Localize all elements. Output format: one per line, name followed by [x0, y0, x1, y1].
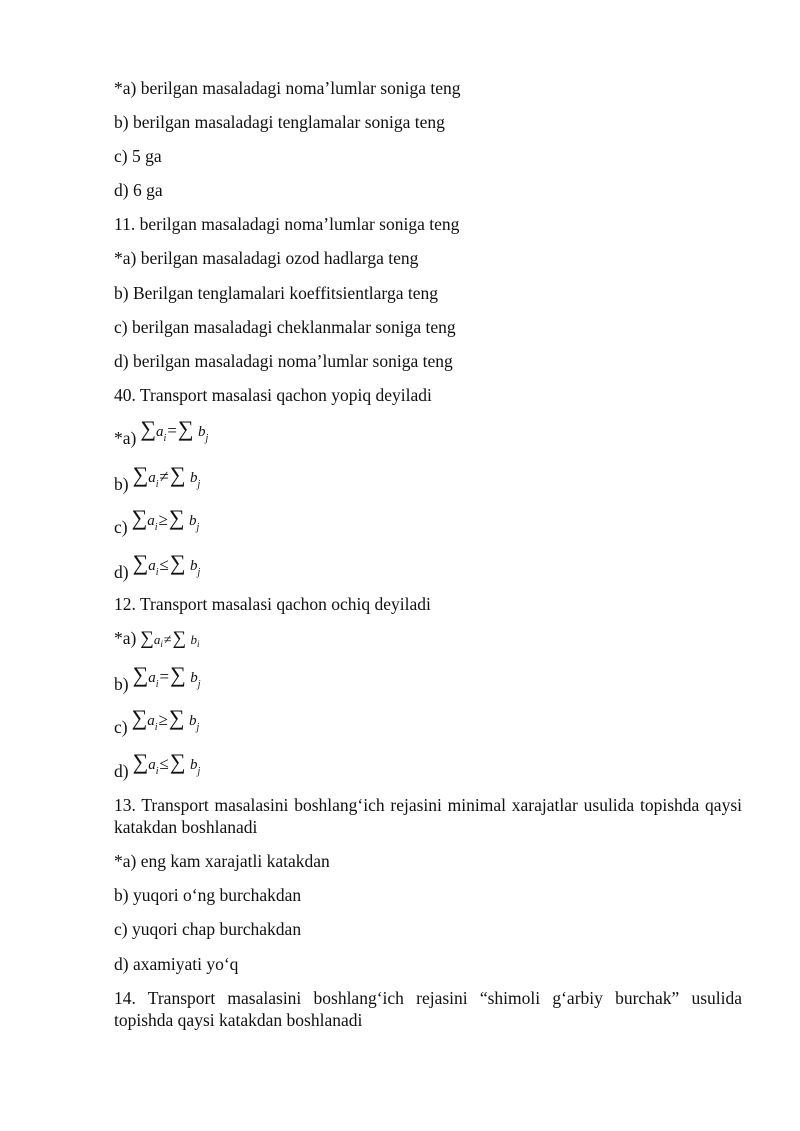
subscript: i	[163, 433, 167, 444]
q12-option	[114, 707, 199, 738]
subscript: j	[196, 522, 200, 533]
answer-line: c) yuqori chap burchakdan	[114, 919, 302, 939]
subscript: j	[205, 433, 209, 444]
question-40-title: 40. Transport masalasi qachon yopiq deyiladi	[114, 385, 432, 405]
var-a: a	[156, 424, 164, 440]
option-label: b)	[114, 474, 129, 494]
q12-option	[114, 751, 200, 782]
subscript: i	[155, 679, 159, 690]
subscript: i	[155, 766, 159, 777]
sum-symbol: ∑	[169, 749, 186, 774]
subscript: j	[197, 567, 201, 578]
var-a: a	[148, 670, 156, 686]
sum-symbol: ∑	[169, 550, 186, 575]
sum-symbol: ∑	[177, 416, 194, 441]
sum-symbol: ∑	[132, 749, 149, 774]
subscript: j	[197, 479, 201, 490]
answer-line: b) berilgan masaladagi tenglamalar soniga teng	[114, 112, 445, 132]
sum-symbol: ∑	[172, 628, 187, 649]
subscript: i	[154, 722, 158, 733]
question-11-title: 11. berilgan masaladagi noma’lumlar soniga teng	[114, 214, 460, 234]
var-a: a	[147, 513, 155, 529]
subscript: i	[154, 522, 158, 533]
answer-line: b) Berilgan tenglamalari koeffitsientlarga teng	[114, 283, 438, 303]
relation-symbol: ≥	[158, 710, 168, 729]
answer-line: d) berilgan masaladagi noma’lumlar soniga teng	[114, 351, 453, 371]
sum-symbol: ∑	[132, 462, 149, 487]
q12-option	[114, 627, 200, 652]
var-b: b	[189, 470, 198, 486]
var-b: b	[190, 632, 198, 647]
question-12-title: 12. Transport masalasi qachon ochiq deyiladi	[114, 594, 431, 614]
answer-line: *a) berilgan masaladagi ozod hadlarga teng	[114, 248, 419, 268]
relation-symbol: =	[167, 421, 177, 440]
var-b: b	[188, 713, 197, 729]
option-label: c)	[114, 517, 128, 537]
var-b: b	[188, 513, 197, 529]
answer-line: *a) berilgan masaladagi noma’lumlar soniga teng	[114, 78, 461, 98]
sum-symbol: ∑	[131, 705, 148, 730]
relation-symbol: =	[159, 667, 170, 686]
sum-symbol: ∑	[140, 416, 157, 441]
relation-symbol: ≥	[158, 510, 168, 529]
var-a: a	[148, 470, 156, 486]
answer-line: *a) eng kam xarajatli katakdan	[114, 851, 330, 871]
answer-line: c) berilgan masaladagi cheklanmalar soniga teng	[114, 317, 456, 337]
option-label: *a)	[114, 628, 137, 648]
answer-line: d) axamiyati yo‘q	[114, 954, 239, 974]
var-a: a	[148, 757, 156, 773]
subscript: i	[155, 567, 159, 578]
subscript: i	[160, 639, 163, 649]
sum-symbol: ∑	[170, 662, 186, 687]
q40-option	[114, 507, 199, 538]
sum-symbol: ∑	[169, 462, 186, 487]
var-b: b	[197, 424, 206, 440]
option-label: b)	[114, 674, 129, 694]
var-a: a	[153, 632, 161, 647]
sum-symbol: ∑	[131, 505, 148, 530]
relation-symbol: ≠	[159, 467, 169, 486]
var-b: b	[189, 757, 198, 773]
sum-symbol: ∑	[168, 505, 185, 530]
subscript: j	[197, 679, 201, 690]
q40-option	[114, 418, 208, 449]
var-b: b	[190, 670, 198, 686]
question-14-title: 14. Transport masalasini boshlang‘ich rejasini “shimoli g‘arbiy burchak” usulida topishda qaysi katakdan boshlanadi	[114, 988, 742, 1030]
q40-option	[114, 552, 200, 583]
subscript: j	[197, 766, 201, 777]
option-label: c)	[114, 717, 128, 737]
sum-symbol: ∑	[132, 550, 149, 575]
var-a: a	[147, 713, 155, 729]
relation-symbol: ≤	[159, 555, 169, 574]
q40-option	[114, 464, 200, 495]
q12-option	[114, 664, 200, 695]
answer-line: d) 6 ga	[114, 180, 163, 200]
subscript: j	[196, 722, 200, 733]
relation-symbol: ≤	[159, 754, 169, 773]
answer-line: b) yuqori o‘ng burchakdan	[114, 885, 302, 905]
sum-symbol: ∑	[132, 662, 149, 687]
subscript: i	[197, 639, 200, 649]
relation-symbol: ≠	[163, 633, 172, 648]
question-13-title: 13. Transport masalasini boshlang‘ich rejasini minimal xarajatlar usulida topishda qaysi katakdan boshlanadi	[114, 795, 742, 837]
option-label: *a)	[114, 428, 137, 448]
answer-line: c) 5 ga	[114, 146, 162, 166]
var-a: a	[148, 558, 156, 574]
var-b: b	[189, 558, 198, 574]
option-label: d)	[114, 761, 129, 781]
sum-symbol: ∑	[168, 705, 185, 730]
sum-symbol: ∑	[140, 628, 154, 649]
subscript: i	[155, 479, 159, 490]
option-label: d)	[114, 562, 129, 582]
